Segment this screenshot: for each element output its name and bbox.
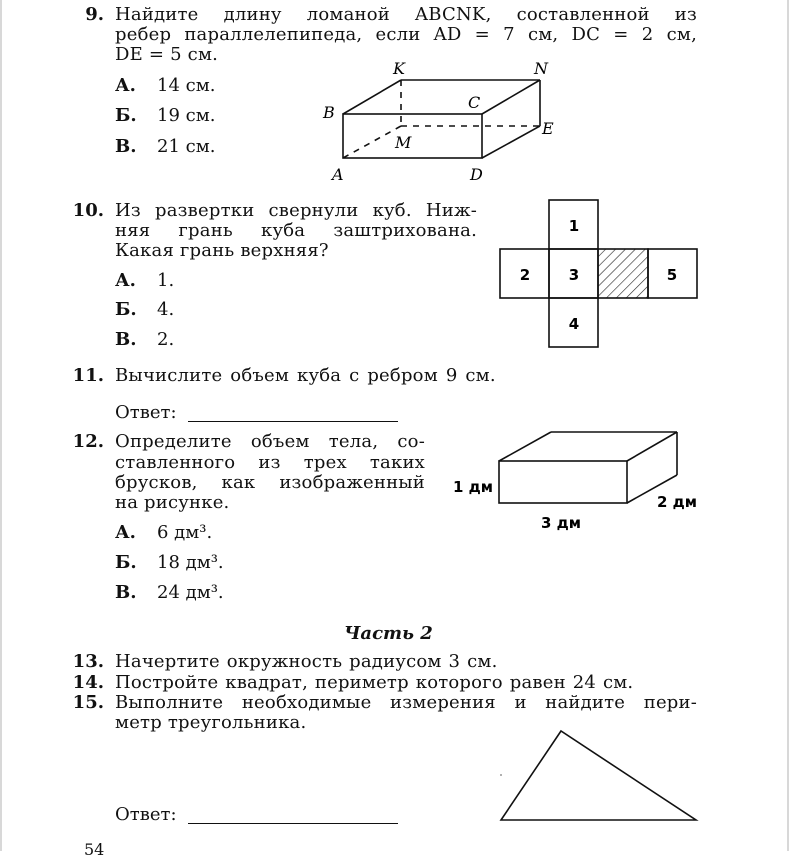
option-text: 2. [157, 329, 175, 350]
option-text: 19 см. [157, 105, 216, 126]
label-a: A [332, 165, 344, 184]
q9-option-b [115, 105, 215, 126]
q10-line-3: Какая грань верхняя? [115, 240, 329, 261]
label-m: M [395, 133, 412, 152]
q12-line-3: брусков, как изображенный [115, 472, 425, 493]
q9-line-2: ребер параллелепипеда, если AD = 7 см, DC = 2 см, [115, 24, 697, 45]
q9-line-3: DE = 5 см. [115, 44, 219, 65]
option-letter: В. [115, 582, 137, 603]
option-letter: А. [115, 75, 136, 96]
option-letter: А. [115, 270, 136, 291]
q15-line-2: метр треугольника. [115, 712, 307, 733]
label-e: E [542, 119, 554, 138]
option-text: 18 дм³. [157, 552, 224, 573]
q9-number: 9. [85, 4, 104, 25]
answer-line[interactable] [188, 823, 398, 824]
label-c: C [468, 93, 481, 112]
q12-line-1: Определите объем тела, со- [115, 431, 425, 452]
page-left-edge [0, 0, 2, 851]
net-label-3: 3 [568, 266, 580, 284]
q12-line-4: на рисунке. [115, 492, 230, 513]
dim-length-label: 3 дм [541, 514, 582, 532]
label-d: D [470, 165, 483, 184]
q15-number: 15. [72, 692, 104, 713]
q13-text: Начертите окружность радиусом 3 см. [115, 651, 498, 672]
label-n: N [534, 59, 548, 78]
label-b: B [323, 103, 335, 122]
q13-number: 13. [72, 651, 104, 672]
q12-line-2: ставленного из трех таких [115, 452, 425, 473]
q12-option-b [115, 552, 224, 573]
q10-option-c [115, 329, 174, 350]
option-text: 14 см. [157, 75, 216, 96]
q10-number: 10. [72, 200, 104, 221]
triangle-figure [495, 725, 705, 825]
option-letter: А. [115, 522, 136, 543]
option-text: 4. [157, 299, 175, 320]
q12-option-c [115, 582, 224, 603]
option-text: 21 см. [157, 136, 216, 157]
page-number: 54 [84, 840, 105, 859]
q12-number: 12. [72, 431, 104, 452]
q11-answer [115, 402, 398, 423]
label-k: K [393, 59, 405, 78]
dim-depth-label: 2 дм [657, 493, 698, 511]
net-face-hatched [598, 249, 648, 298]
q15-answer [115, 804, 398, 825]
cube-net-figure [498, 198, 700, 350]
dim-height-label: 1 дм [453, 478, 494, 496]
q10-option-a [115, 270, 174, 291]
q14-text: Постройте квадрат, периметр которого равен 24 см. [115, 672, 634, 693]
net-label-2: 2 [519, 266, 531, 284]
q12-option-a [115, 522, 212, 543]
q10-line-2: няя грань куба заштрихована. [115, 220, 477, 241]
bar-prism-figure [445, 425, 735, 537]
answer-line[interactable] [188, 421, 398, 422]
option-letter: Б. [115, 552, 137, 573]
option-text: 1. [157, 270, 175, 291]
q11-text: Вычислите объем куба с ребром 9 см. [115, 365, 496, 386]
q9-option-a [115, 75, 215, 96]
parallelepiped-figure [315, 58, 565, 188]
q14-number: 14. [72, 672, 104, 693]
option-text: 6 дм³. [157, 522, 213, 543]
option-text: 24 дм³. [157, 582, 224, 603]
q10-option-b [115, 299, 174, 320]
net-label-4: 4 [568, 315, 580, 333]
q9-option-c [115, 136, 215, 157]
option-letter: Б. [115, 299, 137, 320]
net-label-5: 5 [666, 266, 678, 284]
q11-number: 11. [72, 365, 104, 386]
answer-label: Ответ: [115, 402, 177, 423]
net-label-1: 1 [568, 217, 580, 235]
q9-line-1: Найдите длину ломаной ABCNK, составленной из [115, 4, 697, 25]
q10-line-1: Из развертки свернули куб. Ниж- [115, 200, 477, 221]
q15-line-1: Выполните необходимые измерения и найдите пери- [115, 692, 697, 713]
option-letter: В. [115, 136, 137, 157]
answer-label: Ответ: [115, 804, 177, 825]
option-letter: В. [115, 329, 137, 350]
part-2-title: Часть 2 [344, 623, 433, 644]
option-letter: Б. [115, 105, 137, 126]
